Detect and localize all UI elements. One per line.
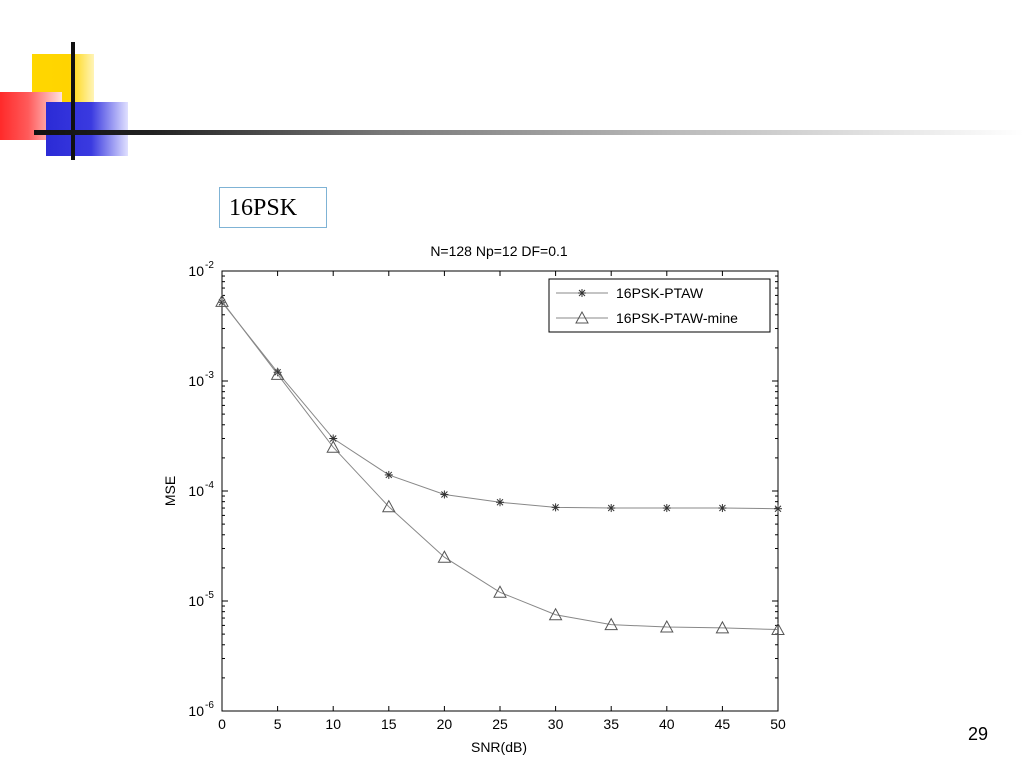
plot-area xyxy=(222,271,778,711)
data-point-ptaw xyxy=(607,504,615,512)
x-tick-label: 45 xyxy=(714,716,731,732)
x-tick-label: 30 xyxy=(547,716,564,732)
x-tick-label: 10 xyxy=(325,716,341,732)
y-tick-exponent: -2 xyxy=(205,260,214,271)
data-point-ptaw xyxy=(774,505,782,513)
page-number: 29 xyxy=(968,724,989,744)
legend-star-marker xyxy=(578,289,586,297)
x-tick-label: 35 xyxy=(603,716,619,732)
legend-label-0: 16PSK-PTAW xyxy=(616,285,704,301)
data-point-ptaw xyxy=(718,504,726,512)
x-tick-label: 40 xyxy=(659,716,675,732)
chart-legend xyxy=(549,279,770,332)
data-point-ptaw xyxy=(385,471,393,479)
x-tick-label: 15 xyxy=(381,716,397,732)
x-tick-label: 25 xyxy=(492,716,508,732)
data-point-ptaw xyxy=(663,504,671,512)
data-point-ptaw xyxy=(440,490,448,498)
x-tick-label: 50 xyxy=(770,716,786,732)
series-line-0 xyxy=(222,302,778,508)
y-tick-exponent: -3 xyxy=(205,370,214,381)
series-layer xyxy=(216,295,784,634)
legend-label-1: 16PSK-PTAW-mine xyxy=(616,310,738,326)
y-tick-exponent: -5 xyxy=(205,590,214,601)
x-tick-label: 20 xyxy=(436,716,453,732)
data-point-ptaw xyxy=(496,498,504,506)
slide-caption: 16PSK xyxy=(219,187,327,228)
y-axis-label: MSE xyxy=(162,475,178,507)
y-tick-label: 10 xyxy=(188,593,204,609)
x-tick-label: 0 xyxy=(218,716,226,732)
data-point-ptaw xyxy=(552,503,560,511)
y-tick-label: 10 xyxy=(188,703,204,719)
chart-title: N=128 Np=12 DF=0.1 xyxy=(430,243,568,259)
series-line-1 xyxy=(222,301,778,629)
x-tick-label: 5 xyxy=(273,716,282,732)
legend-marker-ptaw xyxy=(578,289,586,297)
y-tick-exponent: -6 xyxy=(205,700,214,711)
y-tick-exponent: -4 xyxy=(205,480,214,491)
y-tick-label: 10 xyxy=(188,483,204,499)
x-axis-label: SNR(dB) xyxy=(470,739,528,755)
y-tick-label: 10 xyxy=(188,263,204,279)
y-tick-label: 10 xyxy=(188,373,204,389)
